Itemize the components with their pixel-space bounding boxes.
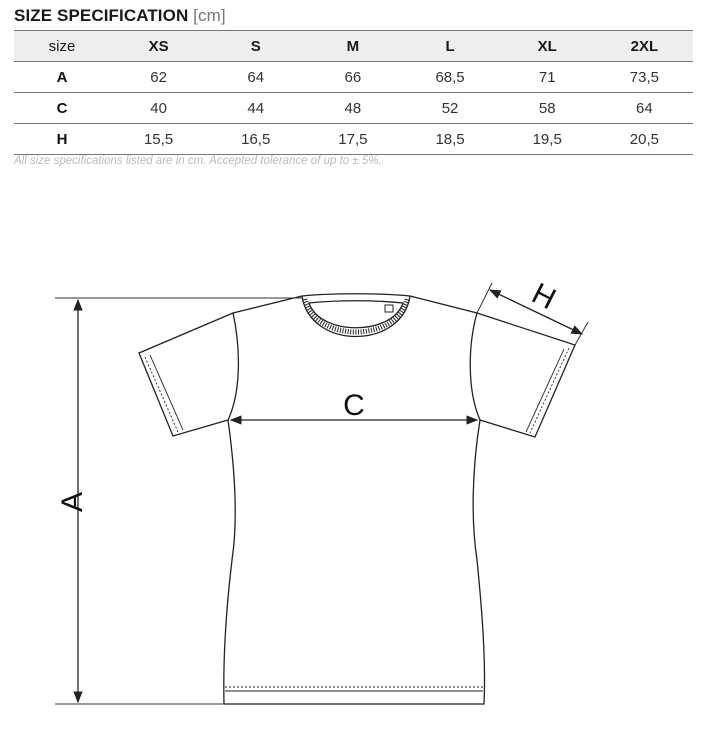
table-cell: 58 [499,93,596,124]
table-cell: 20,5 [596,124,693,155]
table-cell: 44 [207,93,304,124]
collar-rib [305,299,407,332]
label-c: C [343,389,365,422]
table-cell: 48 [304,93,401,124]
left-sleeve-stitch [145,357,178,432]
table-cell: 73,5 [596,62,693,93]
right-sleeve [477,313,575,437]
table-cell: 17,5 [304,124,401,155]
header-size: size [14,31,110,62]
table-cell: 62 [110,62,207,93]
header-m: M [304,31,401,62]
tolerance-note: All size specifications listed are in cm. Accepted tolerance of up to ± 5%. [14,155,382,167]
right-sleeve-stitch [530,348,569,433]
table-cell: 40 [110,93,207,124]
row-label: C [14,93,110,124]
table-cell: 16,5 [207,124,304,155]
header-s: S [207,31,304,62]
tshirt-outline [139,294,575,704]
dimension-h-ext-left [477,283,492,313]
title-unit: [cm] [193,6,226,25]
table-cell: 15,5 [110,124,207,155]
left-sleeve [139,313,233,436]
table-cell: 71 [499,62,596,93]
title-text: SIZE SPECIFICATION [14,6,189,25]
collar-label-tag [385,305,393,312]
row-label: H [14,124,110,155]
header-xs: XS [110,31,207,62]
label-h: H [526,276,561,317]
table-cell: 52 [401,93,498,124]
shirt-body [224,296,485,704]
table-cell: 64 [207,62,304,93]
header-xl: XL [499,31,596,62]
right-sleeve-stitch [526,349,564,432]
table-cell: 18,5 [401,124,498,155]
row-label: A [14,62,110,93]
table-cell: 19,5 [499,124,596,155]
header-2xl: 2XL [596,31,693,62]
table-cell: 64 [596,93,693,124]
table-cell: 68,5 [401,62,498,93]
label-a: A [55,491,89,513]
header-l: L [401,31,498,62]
table-cell: 66 [304,62,401,93]
